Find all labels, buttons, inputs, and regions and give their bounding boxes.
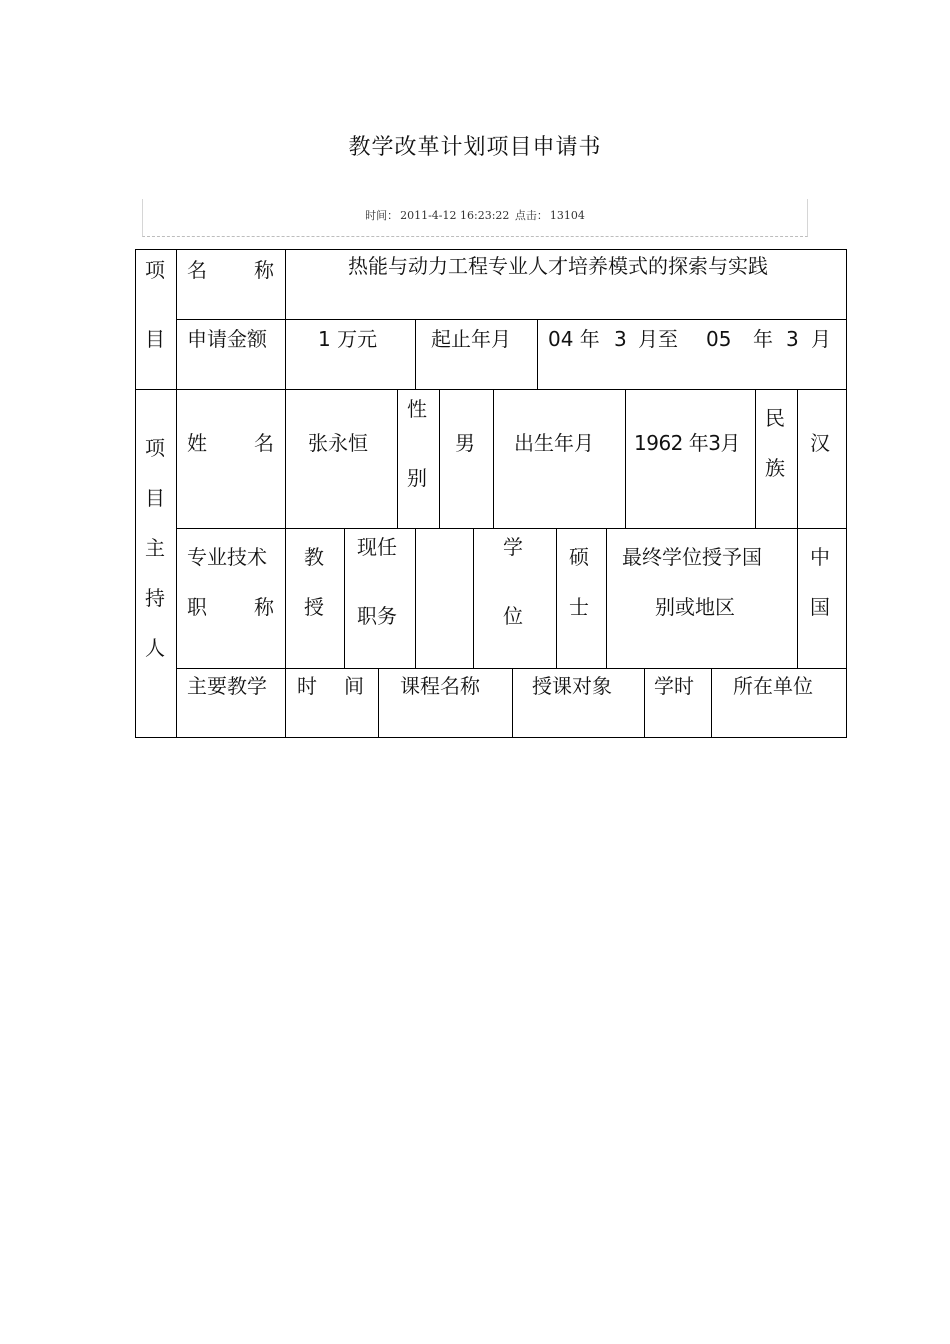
- project-label-2: 目: [145, 327, 165, 351]
- host-label-2: 目: [145, 486, 165, 510]
- gender-label-2: 别: [407, 466, 427, 490]
- teaching-course: 课程名称: [400, 674, 480, 698]
- teaching-audience: 授课对象: [532, 674, 612, 698]
- ethnic-label-1: 民: [765, 406, 785, 430]
- cell-post-value: [415, 528, 473, 668]
- degree-label-2: 位: [503, 604, 523, 628]
- host-label-4: 持: [145, 586, 165, 610]
- gender-value: 男: [455, 431, 475, 455]
- cell-gender-value: [439, 389, 493, 528]
- teaching-time-2: 间: [344, 674, 364, 698]
- post-label-1: 现任: [357, 535, 397, 559]
- cell-person-name-label: [176, 389, 285, 528]
- birth-value: 1962 年3月: [634, 431, 740, 455]
- document-title: 教学改革计划项目申请书: [348, 135, 602, 160]
- birth-label: 出生年月: [514, 431, 594, 455]
- degree-country-label-1: 最终学位授予国: [622, 545, 762, 569]
- teaching-time-1: 时: [297, 674, 317, 698]
- person-name-label-1: 姓: [187, 431, 207, 455]
- cell-birth-label: [493, 389, 625, 528]
- amount-value: 1 万元: [318, 327, 378, 351]
- period-value-2: 3: [614, 327, 627, 351]
- degree-value-1: 硕: [569, 545, 589, 569]
- period-value-3: 月至: [638, 327, 678, 351]
- host-label-1: 项: [145, 436, 165, 460]
- project-label-1: 项: [145, 258, 165, 282]
- period-label: 起止年月: [431, 327, 511, 351]
- degree-value-2: 士: [569, 595, 589, 619]
- teaching-unit: 所在单位: [733, 674, 813, 698]
- degree-country-label-2: 别或地区: [655, 595, 735, 619]
- degree-country-value-2: 国: [810, 595, 830, 619]
- gender-label-1: 性: [407, 397, 427, 421]
- ethnic-label-2: 族: [765, 456, 785, 480]
- period-value-7: 月: [811, 327, 831, 351]
- period-value-5: 年: [753, 327, 773, 351]
- name-label-2: 称: [254, 258, 274, 282]
- person-name-label-2: 名: [254, 431, 274, 455]
- period-value-4: 05: [706, 327, 732, 351]
- teaching-label: 主要教学: [187, 674, 267, 698]
- clicks-label: 点击：: [514, 209, 548, 222]
- degree-country-value-1: 中: [810, 545, 830, 569]
- person-name: 张永恒: [308, 431, 368, 455]
- title-value-1: 教: [304, 545, 324, 569]
- amount-label: 申请金额: [187, 327, 267, 351]
- title-label-3: 称: [254, 595, 274, 619]
- meta-line: [0, 207, 950, 223]
- title-label-2: 职: [187, 595, 207, 619]
- host-label-3: 主: [145, 536, 165, 560]
- time-label: 时间：: [365, 209, 399, 222]
- title-value-2: 授: [304, 595, 324, 619]
- cell-birth-value: [625, 389, 755, 528]
- cell-ethnic-value: [797, 389, 847, 528]
- ethnic-value: 汉: [810, 431, 830, 455]
- teaching-hours: 学时: [654, 674, 694, 698]
- period-value-1: 04 年: [548, 327, 600, 351]
- host-label-5: 人: [145, 636, 165, 660]
- project-name: 热能与动力工程专业人才培养模式的探索与实践: [348, 254, 768, 278]
- cell-person-name-value: [285, 389, 397, 528]
- clicks-value: 13104: [549, 209, 585, 222]
- degree-label-1: 学: [503, 535, 523, 559]
- time-value: 2011-4-12 16:23:22: [400, 209, 510, 222]
- period-value-6: 3: [786, 327, 799, 351]
- post-label-2: 职务: [357, 604, 397, 628]
- name-label-1: 名: [187, 258, 207, 282]
- title-label-1: 专业技术: [187, 545, 267, 569]
